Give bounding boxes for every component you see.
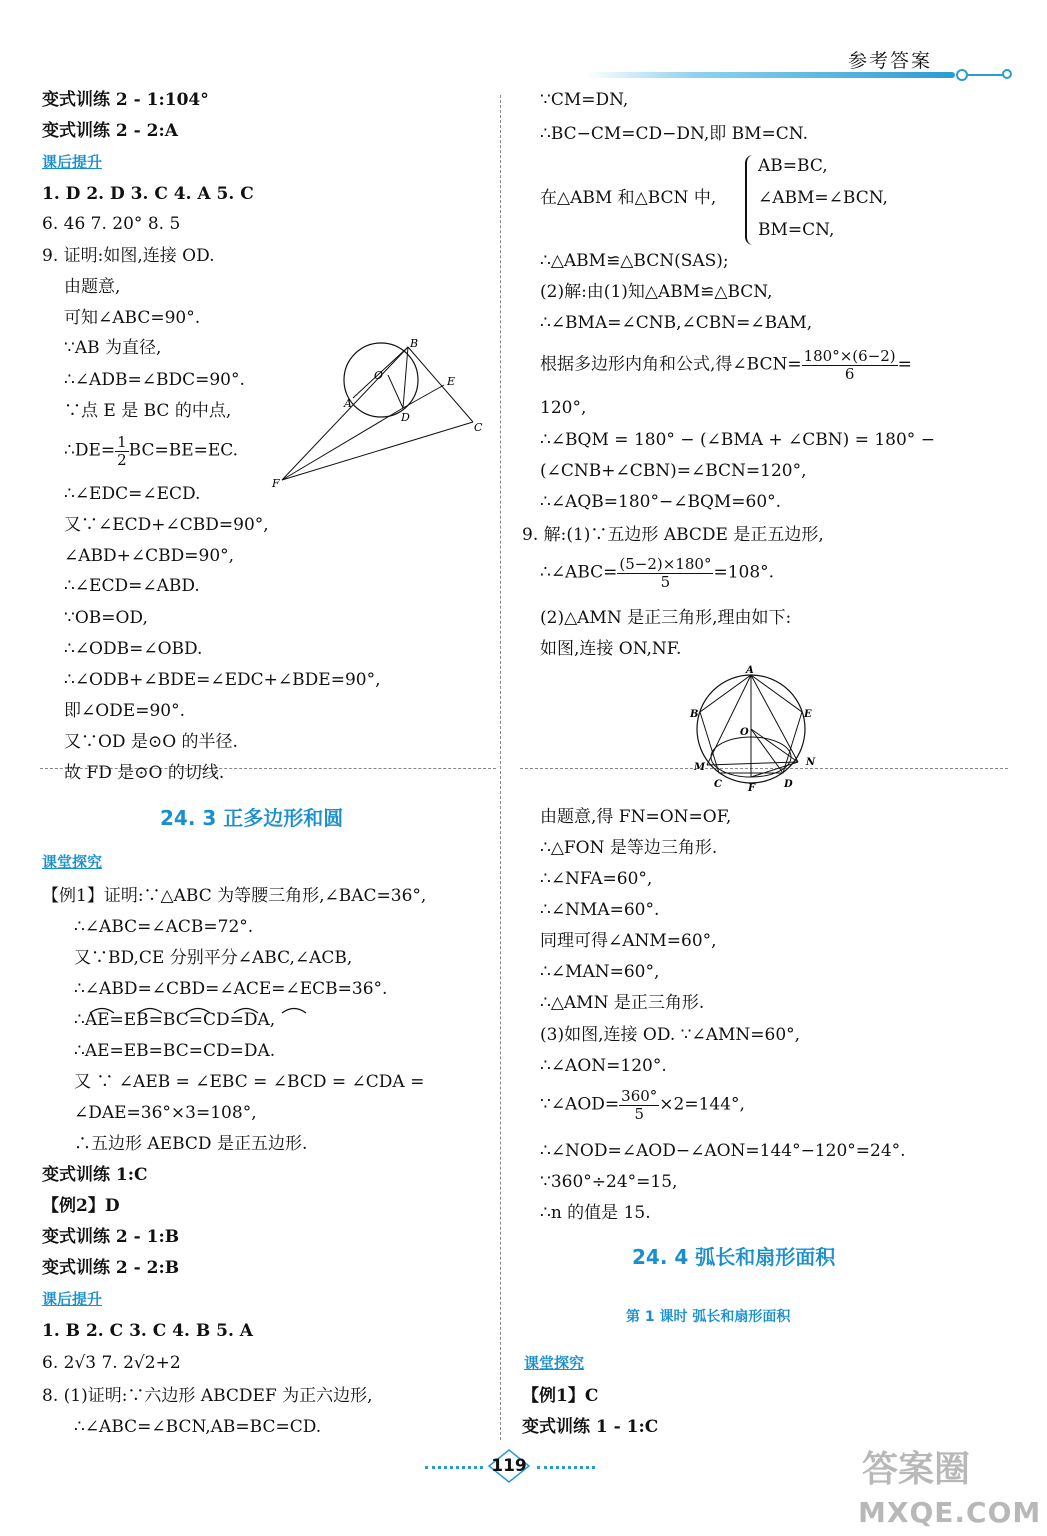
text-line: (2)△AMN 是正三角形,理由如下:: [540, 608, 792, 628]
page-number-block: [425, 1448, 595, 1488]
section-title: 24. 4 弧长和扇形面积: [632, 1245, 836, 1269]
section-tag: 课堂探究: [524, 1354, 585, 1372]
text-line: ∴∠BMA=∠CNB,∠CBN=∠BAM,: [540, 313, 813, 333]
header-connector: [968, 74, 1004, 76]
text-line: ∴∠ABD=∠CBD=∠ACE=∠ECB=36°.: [74, 979, 388, 999]
segment: [403, 385, 444, 408]
text-line: ∴n 的值是 15.: [540, 1203, 651, 1223]
header-dot-right: [1002, 69, 1012, 79]
text-line: 变式训练 1:C: [42, 1165, 148, 1185]
fraction: [619, 1088, 659, 1122]
label-o: O: [740, 727, 749, 738]
text-line: 又∵∠ECD+∠CBD=90°,: [64, 515, 269, 535]
segment: [403, 347, 408, 408]
label-b: B: [690, 709, 699, 720]
fraction-denominator: 5: [660, 572, 671, 591]
text-line: ∵CM=DN,: [540, 90, 629, 110]
text-line: ∠DAE=36°×3=108°,: [74, 1103, 257, 1123]
fraction-numerator: 1: [117, 433, 127, 451]
text-segment: ∴DE=: [64, 440, 116, 461]
text-line: (2)解:由(1)知△ABM≌△BCN,: [540, 282, 773, 302]
header-rule: [585, 72, 955, 78]
text-line: 由题意,得 FN=ON=OF,: [540, 807, 732, 827]
text-line: 变式训练 1 - 1:C: [522, 1417, 659, 1437]
segment: [282, 408, 403, 480]
fraction-line: [64, 434, 238, 468]
text-line: ∴∠ABC=∠BCN,AB=BC=CD.: [74, 1417, 322, 1437]
page-number: [487, 1448, 531, 1484]
text-line: 故 FD 是⊙O 的切线.: [64, 763, 225, 783]
geometry-figure-2: [688, 665, 828, 800]
fraction: [802, 348, 898, 382]
fraction-denominator: 5: [634, 1104, 644, 1123]
segment: [388, 375, 403, 408]
text-line: ∴∠ECD=∠ABD.: [64, 576, 200, 596]
watermark-logo: 答案圈: [862, 1449, 971, 1490]
fraction: [115, 434, 129, 468]
text-line: 由题意,: [64, 277, 121, 297]
label-d: D: [401, 411, 410, 424]
segment: [751, 729, 783, 773]
page-number-text: 119: [491, 1456, 527, 1476]
text-line: 变式训练 2 - 2:B: [42, 1258, 180, 1278]
text-line: ∴五边形 AEBCD 是正五边形.: [74, 1134, 308, 1154]
fraction-line: [540, 556, 774, 590]
fraction-line: [540, 348, 912, 382]
text-line: ∴∠BQM = 180° − (∠BMA + ∠CBN) = 180° −: [540, 430, 935, 450]
section-title: 24. 3 正多边形和圆: [160, 806, 344, 830]
segment: [751, 762, 798, 777]
section-tag: 课后提升: [42, 1290, 103, 1308]
segment: [707, 675, 751, 765]
text-line: 1. D 2. D 3. C 4. A 5. C: [42, 184, 254, 204]
text-segment: ∴AE=EB=BC=CD=DA,: [74, 1010, 276, 1030]
text-segment: ∴∠ABC=: [540, 562, 618, 583]
text-line: ∴∠NOD=∠AOD−∠AON=144°−120°=24°.: [540, 1141, 906, 1161]
text-line: ∴BC−CM=CD−DN,即 BM=CN.: [540, 124, 808, 144]
text-segment: ∵∠AOD=: [540, 1094, 620, 1115]
label-b: B: [410, 337, 419, 350]
section-tag: 课后提升: [42, 153, 103, 171]
text-line: ∴∠ODB=∠OBD.: [64, 639, 203, 659]
text-line: 6. 46 7. 20° 8. 5: [42, 214, 181, 234]
text-line: ∴∠ADB=∠BDC=90°.: [64, 370, 245, 390]
text-line: ∴∠ABC=∠ACB=72°.: [74, 917, 254, 937]
text-line: (∠CNB+∠CBN)=∠BCN=120°,: [540, 461, 807, 481]
fraction-line: [540, 1088, 745, 1122]
text-line: 1. B 2. C 3. C 4. B 5. A: [42, 1321, 253, 1341]
segment: [282, 422, 473, 480]
text-line: 又∵BD,CE 分别平分∠ABC,∠ACB,: [74, 948, 353, 968]
arc-equality-line: [74, 1012, 275, 1029]
text-line: 同理可得∠ANM=60°,: [540, 931, 717, 951]
segment: [751, 675, 798, 762]
text-line: ∵点 E 是 BC 的中点,: [64, 401, 232, 421]
text-line: 120°,: [540, 398, 587, 418]
label-e: E: [804, 709, 812, 720]
text-line: 又 ∵ ∠AEB = ∠EBC = ∠BCD = ∠CDA =: [74, 1072, 425, 1092]
text-line: BM=CN,: [758, 220, 835, 240]
page-dots-left: [425, 1466, 483, 1469]
text-segment: BC=BE=EC.: [128, 440, 239, 461]
text-line: ∴∠MAN=60°,: [540, 962, 660, 982]
text-line: ∴∠AQB=180°−∠BQM=60°.: [540, 492, 782, 512]
text-line: 8. (1)证明:∵六边形 ABCDEF 为正六边形,: [42, 1386, 373, 1406]
label-f: F: [272, 477, 280, 490]
text-line: 【例1】C: [522, 1386, 599, 1406]
text-line: ∵OB=OD,: [64, 608, 148, 628]
label-a: A: [344, 397, 352, 410]
column-divider: [500, 95, 501, 1440]
text-line: ∵360°÷24°=15,: [540, 1172, 678, 1192]
text-line: 变式训练 2 - 1:B: [42, 1227, 180, 1247]
text-line: 变式训练 2 - 1:104°: [42, 90, 209, 110]
fraction-denominator: 6: [844, 364, 855, 383]
text-line: ∴∠EDC=∠ECD.: [64, 484, 201, 504]
subsection-title: 第 1 课时 弧长和扇形面积: [626, 1309, 791, 1325]
text-line: 变式训练 2 - 2:A: [42, 121, 178, 141]
label-m: M: [694, 762, 706, 773]
text-line: ∴∠ODB+∠BDE=∠EDC+∠BDE=90°,: [64, 670, 381, 690]
label-e: E: [447, 375, 456, 388]
label-o: O: [374, 369, 384, 382]
arc-marks: [88, 1004, 338, 1014]
text-line: ∴∠NFA=60°,: [540, 869, 653, 889]
geometry-figure-1: [268, 335, 493, 490]
label-d: D: [784, 779, 793, 790]
page-dots-right: [537, 1466, 595, 1469]
label-n: N: [806, 757, 816, 768]
text-line: 9. 解:(1)∵五边形 ABCDE 是正五边形,: [522, 525, 824, 545]
fraction-numerator: (5−2)×180°: [619, 555, 712, 573]
text-line: ∴△ABM≌△BCN(SAS);: [540, 251, 729, 271]
fraction-numerator: 180°×(6−2): [803, 347, 896, 365]
fraction-denominator: 2: [117, 450, 127, 469]
text-line: 【例2】D: [42, 1196, 120, 1216]
text-line: 在△ABM 和△BCN 中,: [540, 188, 717, 208]
text-line: 又∵OD 是⊙O 的半径.: [64, 732, 238, 752]
text-line: ∴∠NMA=60°.: [540, 900, 660, 920]
label-c: C: [474, 421, 483, 434]
segment: [282, 347, 408, 480]
text-segment: =108°.: [713, 562, 775, 583]
segment: [707, 762, 798, 765]
label-f: F: [748, 783, 756, 794]
segment: [751, 729, 798, 762]
text-line: ∴AE=EB=BC=CD=DA.: [74, 1041, 276, 1061]
text-line: 【例1】证明:∵△ABC 为等腰三角形,∠BAC=36°,: [42, 886, 427, 906]
label-c: C: [714, 779, 722, 790]
text-line: AB=BC,: [758, 156, 828, 176]
text-line: (3)如图,连接 OD. ∵∠AMN=60°,: [540, 1025, 801, 1045]
text-line: ∴△FON 是等边三角形.: [540, 838, 718, 858]
text-line: 如图,连接 ON,NF.: [540, 639, 682, 659]
text-line: ∠ABM=∠BCN,: [758, 188, 888, 208]
text-line: ∵AB 为直径,: [64, 338, 162, 358]
header-title: 参考答案: [848, 50, 933, 72]
text-segment: =: [897, 354, 912, 375]
text-line: 即∠ODE=90°.: [64, 701, 186, 721]
text-segment: 根据多边形内角和公式,得∠BCN=: [540, 354, 802, 375]
text-line: ∠ABD+∠CBD=90°,: [64, 546, 235, 566]
watermark-url: MXQE.COM: [858, 1496, 1042, 1529]
text-segment: ×2=144°,: [659, 1094, 745, 1115]
brace: [745, 155, 753, 245]
text-line: 可知∠ABC=90°.: [64, 308, 201, 328]
text-line: 9. 证明:如图,连接 OD.: [42, 246, 215, 266]
fraction: [617, 556, 713, 590]
text-line: ∴∠AON=120°.: [540, 1056, 667, 1076]
header-dot-left: [956, 69, 968, 81]
fraction-numerator: 360°: [621, 1087, 658, 1105]
text-line: ∴△AMN 是正三角形.: [540, 993, 705, 1013]
section-tag: 课堂探究: [42, 853, 103, 871]
label-a: A: [746, 665, 754, 676]
text-line: 6. 2√3 7. 2√2+2: [42, 1353, 181, 1373]
